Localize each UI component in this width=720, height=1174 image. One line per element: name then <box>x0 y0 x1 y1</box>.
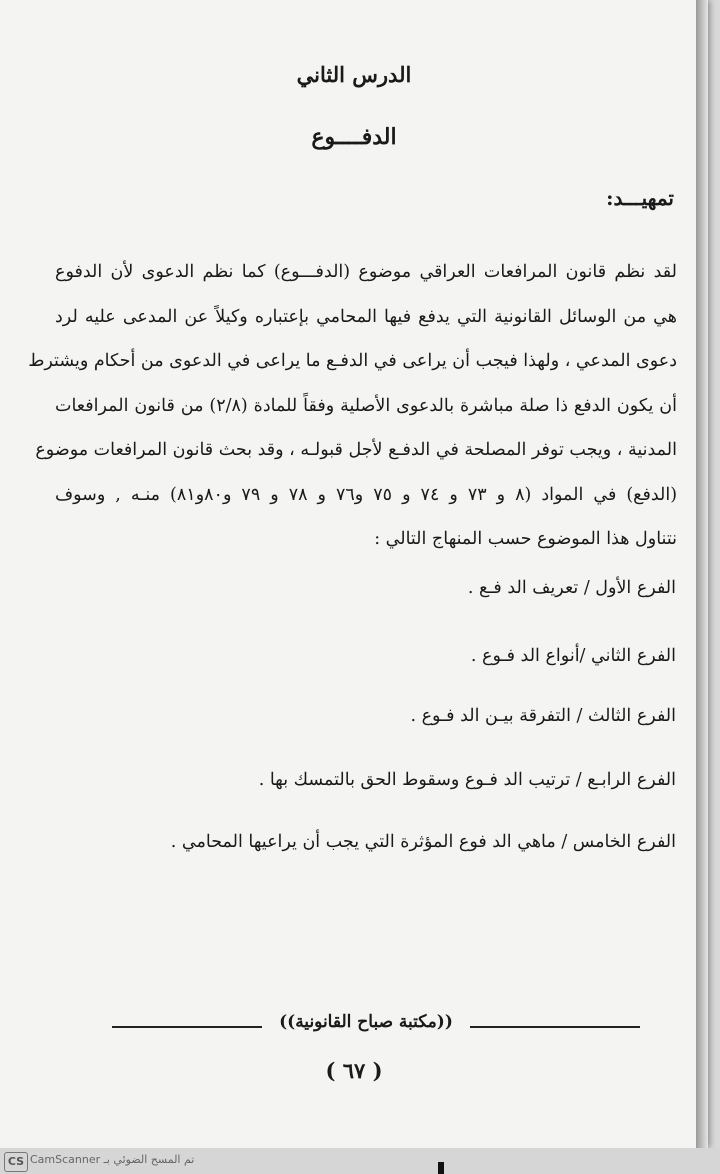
scanner-watermark-text: تم المسح الضوئي بـ CamScanner <box>30 1153 195 1166</box>
intro-label: تمهيـــد: <box>606 186 674 210</box>
footer-rule-left <box>112 1026 262 1028</box>
footer <box>0 1012 708 1042</box>
branch-item-5: الفرع الخامس / ماهي الد فوع المؤثرة التي يجب أن يراعيها المحامي . <box>170 832 676 852</box>
scan-mark <box>438 1162 444 1174</box>
paragraph-line: أن يكون الدفع ذا صلة مباشرة بالدعوى الأصلية وفقاً للمادة (٢/٨) من قانون المرافعات <box>55 395 677 416</box>
intro-paragraph <box>28 250 678 562</box>
section-title: الدفــــوع <box>311 124 397 150</box>
paragraph-line: دعوى المدعي ، ولهذا فيجب أن يراعى في الدفـع ما يراعى في الدعوى من أحكام ويشترط <box>28 351 677 371</box>
branch-item-4: الفرع الرابـع / ترتيب الد فـوع وسقوط الحق بالتمسك بها . <box>258 770 676 790</box>
paragraph-line: (الدفع) في المواد (٨ و ٧٣ و ٧٤ و ٧٥ و٧٦ و ٧٨ و ٧٩ و٨٠و٨١) منـه , وسوف <box>55 484 678 505</box>
camscanner-logo-icon: CS <box>4 1152 28 1172</box>
paragraph-line: نتناول هذا الموضوع حسب المنهاج التالي : <box>374 529 677 549</box>
paragraph-line: لقد نظم قانون المرافعات العراقي موضوع (الدفـــوع) كما نظم الدعوى لأن الدفوع <box>55 262 677 282</box>
branch-item-3: الفرع الثالث / التفرقة بيـن الد فـوع . <box>410 706 676 726</box>
paragraph-line: المدنية ، ويجب توفر المصلحة في الدفـع لأجل قبولـه ، وقد بحث قانون المرافعات موضوع <box>35 440 677 460</box>
footer-publisher: ((مكتبة صباح القانونية)) <box>279 1012 453 1032</box>
branch-item-1: الفرع الأول / تعريف الد فـع . <box>467 578 676 598</box>
lesson-title: الدرس الثاني <box>296 62 412 87</box>
branch-item-2: الفرع الثاني /أنواع الد فـوع . <box>470 646 676 666</box>
page-number: ( ٦٧ ) <box>325 1058 383 1083</box>
footer-rule-right <box>470 1026 640 1028</box>
scanner-watermark-bar <box>0 1148 720 1174</box>
paragraph-line: هي من الوسائل القانونية التي يدفع فيها المحامي بإعتباره وكيلاً عن المدعى عليه لرد <box>55 306 677 327</box>
page-edge-shadow <box>696 0 708 1148</box>
